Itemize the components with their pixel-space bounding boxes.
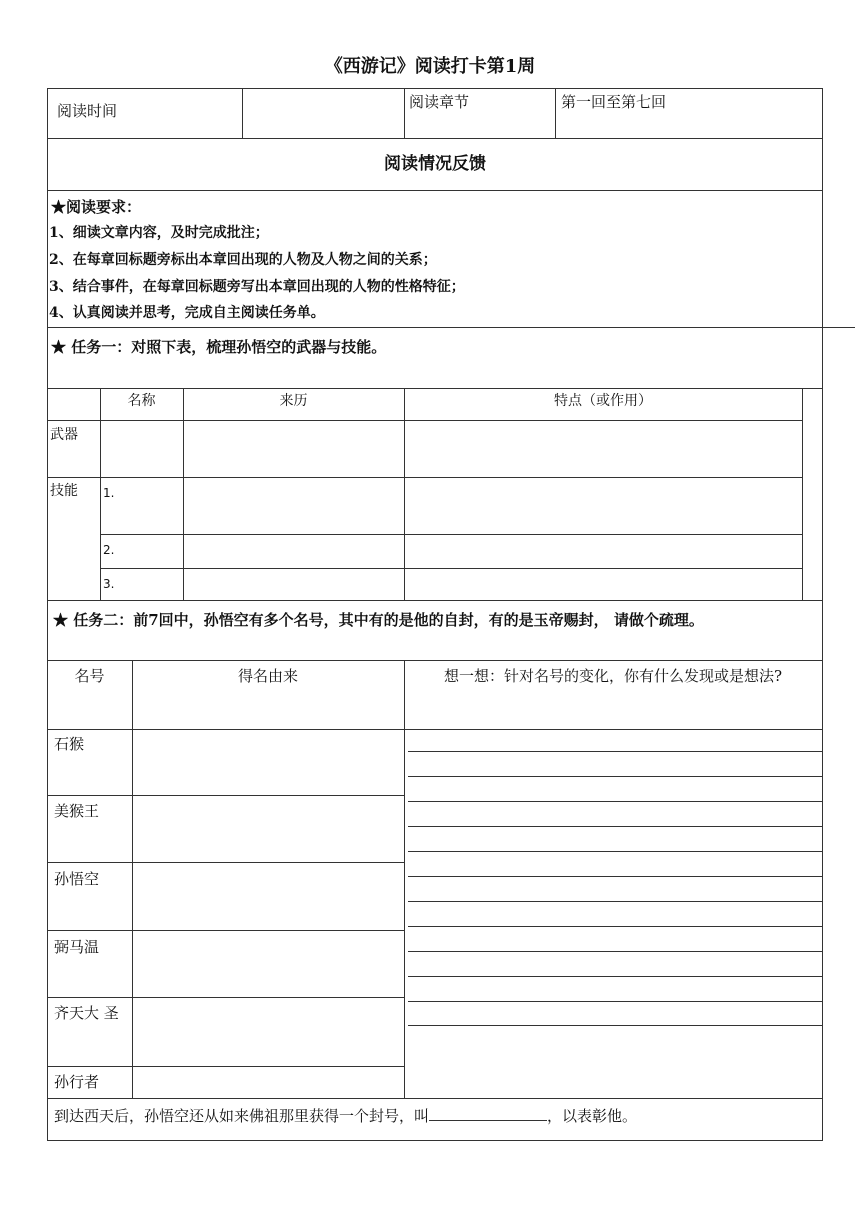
alias-name: 齐天大 圣 bbox=[54, 1004, 119, 1022]
rule bbox=[47, 88, 823, 89]
requirement-item: 2、在每章回标题旁标出本章回出现的人物及人物之间的关系； bbox=[49, 252, 437, 268]
col-header-feature: 特点（或作用） bbox=[554, 393, 652, 409]
rule bbox=[47, 388, 823, 389]
row-label-weapon: 武器 bbox=[50, 427, 78, 443]
writing-line bbox=[408, 851, 822, 852]
writing-line bbox=[408, 826, 822, 827]
rule bbox=[47, 795, 405, 796]
requirement-item: 4、认真阅读并思考，完成自主阅读任务单。 bbox=[49, 305, 325, 321]
alias-name: 美猴王 bbox=[54, 802, 100, 820]
rule bbox=[47, 1140, 823, 1141]
reading-chapter-value: 第一回至第七回 bbox=[561, 93, 667, 111]
title-blank[interactable] bbox=[429, 1106, 547, 1121]
rule bbox=[47, 660, 823, 661]
rule bbox=[404, 388, 405, 600]
reading-time-label: 阅读时间 bbox=[57, 102, 118, 120]
rule bbox=[47, 327, 855, 328]
footer-suffix: ，以表彰他。 bbox=[547, 1107, 638, 1125]
rule bbox=[404, 88, 405, 138]
rule bbox=[183, 388, 184, 600]
writing-line bbox=[408, 951, 822, 952]
rule bbox=[555, 88, 556, 138]
alias-name: 弼马温 bbox=[54, 938, 100, 956]
requirement-item: 3、结合事件，在每章回标题旁写出本章回出现的人物的性格特征； bbox=[49, 279, 465, 295]
page-title: 《西游记》阅读打卡第1周 bbox=[324, 56, 536, 77]
feedback-title: 阅读情况反馈 bbox=[384, 154, 486, 174]
rule bbox=[47, 930, 405, 931]
rule bbox=[47, 477, 803, 478]
writing-line bbox=[408, 901, 822, 902]
footer-text: 到达西天后，孙悟空还从如来佛祖那里获得一个封号，叫 bbox=[54, 1107, 430, 1125]
rule bbox=[47, 997, 405, 998]
skill-number: 1. bbox=[103, 486, 115, 500]
writing-line bbox=[408, 776, 822, 777]
rule bbox=[47, 1098, 823, 1099]
skill-number: 3. bbox=[103, 577, 115, 591]
writing-line bbox=[408, 926, 822, 927]
rule bbox=[47, 600, 823, 601]
col-header-name: 名称 bbox=[127, 393, 156, 409]
col-header-reason: 得名由来 bbox=[237, 667, 298, 685]
frame-right bbox=[822, 88, 823, 1140]
rule bbox=[47, 190, 823, 191]
writing-line bbox=[408, 801, 822, 802]
rule bbox=[47, 729, 823, 730]
footer-sentence bbox=[54, 1106, 637, 1125]
rule bbox=[100, 388, 101, 600]
task1-heading: ★ 任务一：对照下表，梳理孙悟空的武器与技能。 bbox=[51, 338, 387, 356]
rule bbox=[47, 420, 803, 421]
rule bbox=[132, 660, 133, 1098]
row-label-skill: 技能 bbox=[50, 483, 78, 499]
skill-number: 2. bbox=[103, 543, 115, 557]
writing-line bbox=[408, 1001, 822, 1002]
reading-chapter-label: 阅读章节 bbox=[409, 93, 470, 111]
alias-name: 孙行者 bbox=[54, 1073, 100, 1091]
task2-heading: ★ 任务二：前7回中，孙悟空有多个名号，其中有的是他的自封，有的是玉帝赐封， 请做个疏理。 bbox=[53, 611, 704, 629]
rule bbox=[802, 388, 803, 600]
rule bbox=[47, 862, 405, 863]
requirement-item: 1、细读文章内容，及时完成批注； bbox=[49, 225, 269, 241]
col-header-think: 想一想：针对名号的变化，你有什么发现或是想法? bbox=[443, 667, 783, 685]
col-header-origin: 来历 bbox=[279, 393, 308, 409]
alias-name: 孙悟空 bbox=[54, 870, 100, 888]
rule bbox=[100, 534, 803, 535]
writing-line bbox=[408, 751, 822, 752]
reading-time-field[interactable] bbox=[243, 89, 403, 137]
writing-line bbox=[408, 1025, 822, 1026]
rule bbox=[404, 660, 405, 1098]
col-header-alias: 名号 bbox=[74, 667, 105, 685]
frame-left bbox=[47, 88, 48, 1140]
rule bbox=[47, 1066, 405, 1067]
writing-line bbox=[408, 876, 822, 877]
writing-line bbox=[408, 976, 822, 977]
rule bbox=[100, 568, 803, 569]
requirements-heading: ★阅读要求： bbox=[51, 198, 142, 216]
alias-name: 石猴 bbox=[54, 735, 85, 753]
rule bbox=[47, 138, 823, 139]
